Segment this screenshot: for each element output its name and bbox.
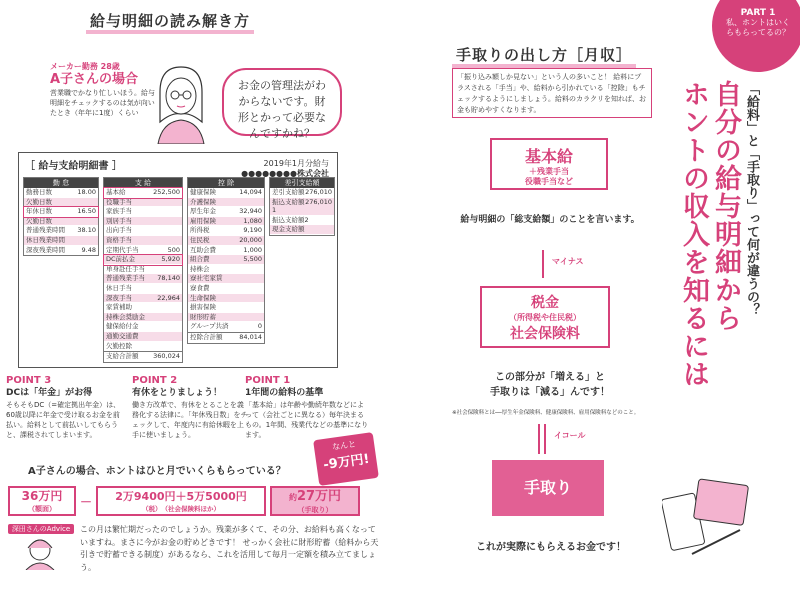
tablet-illustration — [662, 478, 752, 558]
net-description: これが実際にもらえるお金です！ — [476, 542, 626, 553]
payslip-row: 単身赴任手当 — [104, 265, 182, 275]
payslip-company-block — [241, 159, 329, 179]
payslip-row: 所得税 9,190 — [190, 226, 262, 235]
payslip-row: 介護保険 — [188, 198, 264, 208]
payslip-row: 深夜残業時間 9.48 — [26, 245, 96, 254]
speech-bubble: お金の管理法がわからないです。財形とかって必要なんですかね？ — [222, 68, 342, 136]
footnote: ※社会保険料とは──厚生年金保険料、健康保険料、雇用保険料などのこと。 — [452, 410, 640, 416]
payslip-row: 役職手当 — [104, 198, 182, 208]
payslip-row: 差引支給額 276,010 — [272, 188, 332, 196]
equal-line — [538, 424, 546, 454]
payslip-total: 控除合計額 84,014 — [190, 332, 262, 341]
persona-name: A子さんの場合 — [50, 72, 139, 87]
payslip-row: 基本給 252,500 — [106, 188, 180, 196]
payslip-row: 普通残業手当 78,140 — [106, 274, 180, 283]
main-title-2: ホントの収入を知るには — [678, 80, 709, 388]
persona-job: メーカー勤務 28歳 — [50, 62, 120, 71]
payslip-row: 組合費 5,500 — [190, 255, 262, 264]
base-pay-box: 基本給 ＋残業手当 役職手当など — [490, 138, 608, 190]
payslip-total: 支給合計額 360,024 — [106, 352, 180, 361]
payslip-row: DC前払金 5,920 — [106, 255, 180, 264]
point-1: POINT 1 1年間の給料の基準 「基本給」は年齢や勤続年数などによって（会社ごとに異なる）毎年決まるもの。1年間、残業代などの基準になります。 — [245, 375, 369, 439]
payslip-row: 定期代手当 500 — [106, 245, 180, 254]
payslip — [18, 152, 338, 368]
part-badge: PART 1 私、ホントはいくらもらってるの？ — [712, 0, 800, 72]
payslip-row: 別居手当 — [104, 217, 182, 227]
payslip-row: 持株会奨励金 — [104, 313, 182, 323]
payslip-row: 雇用保険 1,080 — [190, 216, 262, 225]
tax-box: 税金 （所得税や住民税） 社会保険料 — [480, 286, 610, 348]
payslip-row: 資格手当 — [104, 236, 182, 246]
warning: この部分が「増える」と 手取りは「減る」んです！ — [490, 372, 610, 398]
column-header: 控 除 — [188, 178, 264, 188]
point-3: POINT 3 DCは「年金」がお得 そもそもDC（=確定拠出年金）は、60歳以降に年金で受け取るお金を前払い。給料として前払いしてもらうと、課税されてしまいます。 — [6, 375, 121, 439]
payslip-row: 年休日数 16.50 — [26, 207, 96, 216]
gross-description: 給与明細の「総支給額」のことを言います。 — [460, 215, 640, 225]
payslip-row: 持株会 — [188, 265, 264, 275]
payslip-row: 住民税 20,000 — [190, 235, 262, 244]
right-page — [400, 0, 800, 599]
equal-label: イコール — [554, 431, 586, 440]
payslip-row: 通勤交通費 — [104, 332, 182, 342]
payslip-row: 厚生年金 32,940 — [190, 207, 262, 216]
payslip-title: ［ 給与支給明細書 ］ — [25, 161, 122, 172]
question: A子さんの場合、ホントはひと月でいくらもらっている？ — [28, 466, 286, 477]
transfer-column — [269, 177, 335, 236]
payslip-row: 欠勤日数 — [24, 198, 98, 208]
deduction-column — [187, 177, 265, 344]
payslip-row: 勤務日数 18.00 — [26, 188, 96, 196]
subtitle: 「給料」と「手取り」って何が違うの？ — [744, 82, 759, 316]
payslip-row: 健保給付金 — [104, 322, 182, 332]
column-header: 支 給 — [104, 178, 182, 188]
payslip-row: 家賃補助 — [104, 303, 182, 313]
payslip-row: 普通残業時間 38.10 — [26, 226, 96, 235]
advisor-illustration — [20, 534, 60, 570]
payslip-date: 2019年1月分給与 — [263, 159, 329, 168]
payslip-row: 互助会費 1,000 — [190, 245, 262, 254]
payslip-row: 欠勤控除 — [104, 342, 182, 352]
intro-box: 「振り込み額しか見ない」という人の多いこと！ 給料にプラスされる「手当」や、給料から引かれている「控除」もチェックするようにしましょう。給料のカラクリを知れば、お金も貯めやすくなります。 — [452, 68, 652, 118]
page-title: 給与明細の読み解き方 — [86, 10, 254, 31]
section-title: 手取りの出し方［月収］ — [452, 44, 636, 65]
payslip-row: 振込支給額2 — [270, 216, 334, 226]
payslip-row: 家族手当 — [104, 207, 182, 217]
minus-label: マイナス — [552, 257, 584, 266]
calc-row: 36万円 （額面） － 2万9400円＋5万5000円 （税） （社会保険料ほか） 約27万円 （手取り） — [8, 484, 374, 518]
column-header: 差引支給額 — [270, 178, 334, 188]
payslip-row: 出向手当 — [104, 226, 182, 236]
net-box: 手取り — [492, 460, 604, 516]
main-title-1: 自分の給与明細から — [710, 80, 741, 332]
payslip-company: ●●●●●●●●株式会社 — [241, 169, 329, 178]
payslip-row: 深夜手当 22,964 — [106, 293, 180, 302]
pay-column — [103, 177, 183, 363]
point-2: POINT 2 有休をとりましょう！ 働き方改革で、有休をとることを義務化する法律に。「年休残日数」をチェックして、年度内に有給休暇を上手に使いましょう。 — [132, 375, 248, 439]
woman-illustration — [150, 62, 212, 144]
payslip-row: 欠勤日数 — [24, 217, 98, 227]
badge: なんと -9万円! — [313, 432, 379, 486]
payslip-row: 振込支給額1 276,010 — [272, 197, 332, 215]
column-header: 勤 怠 — [24, 178, 98, 188]
attendance-column — [23, 177, 99, 256]
payslip-row: 損害保険 — [188, 303, 264, 313]
advice-text: この月は繁忙期だったのでしょうか。残業が多くて、その分、お給料も高くなっていますね。まさに今がお金の貯めどきです！ せっかく会社に財形貯蓄（給料から天引きで貯蓄できる制度）があるなら、これを活用して毎月一定額を積み立てましょう。 — [80, 525, 379, 572]
payslip-row: 生命保険 — [188, 294, 264, 304]
payslip-row: 現金支給額 — [270, 225, 334, 235]
payslip-row: 財形貯蓄 — [188, 313, 264, 323]
payslip-row: 休日残業時間 — [24, 236, 98, 246]
persona — [50, 62, 160, 118]
payslip-row: 健康保険 14,094 — [190, 188, 262, 196]
payslip-row: 休日手当 — [104, 284, 182, 294]
payslip-row: 寮食費 — [188, 284, 264, 294]
payslip-row: 寮社宅家賃 — [188, 274, 264, 284]
payslip-row: グループ共済 0 — [190, 322, 262, 331]
advice-author: 深田さんのAdvice — [8, 524, 74, 572]
persona-desc: 営業職でかなり忙しいほう。給与明細をチェックするのは気が向いたとき（年年に1度）くらい — [50, 89, 155, 117]
